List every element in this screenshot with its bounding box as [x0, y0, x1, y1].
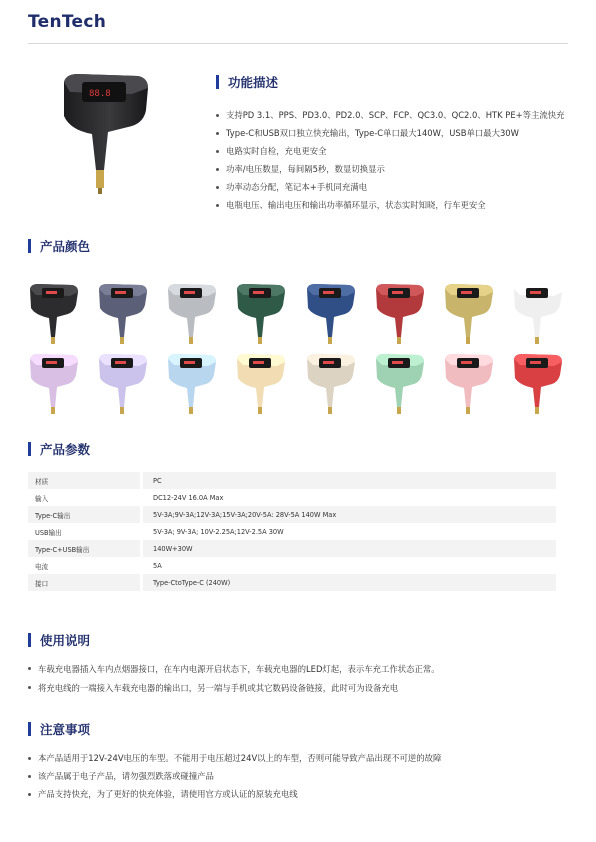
charger-thumbnail [26, 281, 82, 345]
color-row [26, 281, 566, 345]
list-item: Type-C和USB双口独立快充输出，Type-C单口最大140W，USB单口最大30W [216, 124, 565, 142]
table-row: Type-C+USB输出 140W+30W [28, 540, 556, 557]
color-variant-swatch [441, 351, 497, 415]
color-variant-swatch [164, 351, 220, 415]
heading-accent-bar [28, 239, 31, 253]
list-item: 电瓶电压、输出电压和输出功率循环显示，状态实时知晓，行车更安全 [216, 196, 565, 214]
charger-thumbnail [303, 281, 359, 345]
heading-accent-bar [28, 442, 31, 456]
notes-heading [28, 720, 90, 738]
list-item: 产品支持快充，为了更好的快充体验，请使用官方或认证的原装充电线 [28, 785, 441, 803]
hero-led-display: 88.8 [89, 89, 111, 99]
bullet-dot [216, 150, 219, 153]
usage-heading [28, 631, 90, 649]
features-title: 功能描述 [228, 75, 279, 90]
charger-thumbnail [372, 281, 428, 345]
charger-thumbnail [510, 351, 566, 415]
charger-thumbnail [164, 351, 220, 415]
charger-thumbnail [164, 281, 220, 345]
color-variant-swatch [510, 281, 566, 345]
color-variant-swatch [372, 281, 428, 345]
color-variant-swatch [26, 351, 82, 415]
spec-table [28, 472, 556, 591]
features-list [216, 106, 565, 214]
bullet-dot [28, 667, 31, 670]
bullet-dot [216, 186, 219, 189]
table-row: 输入 DC12-24V 16.0A Max [28, 489, 556, 506]
bullet-dot [28, 686, 31, 689]
list-item: 电路实时自检，充电更安全 [216, 142, 565, 160]
list-item: 将充电线的一端接入车载充电器的输出口，另一端与手机或其它数码设备链接，此时可为设备充电 [28, 678, 440, 697]
table-row: 电流 5A [28, 557, 556, 574]
charger-thumbnail [372, 351, 428, 415]
color-variant-swatch [95, 351, 151, 415]
list-item: 功率/电压数显，每间隔5秒，数显切换显示 [216, 160, 565, 178]
color-variants-grid [26, 281, 566, 421]
bullet-dot [28, 793, 31, 796]
table-row: 接口 Type-CtoType-C (240W) [28, 574, 556, 591]
heading-accent-bar [28, 722, 31, 736]
color-variant-swatch [372, 351, 428, 415]
charger-thumbnail [303, 351, 359, 415]
table-row: 材质 PC [28, 472, 556, 489]
color-row [26, 351, 566, 415]
usage-list [28, 659, 440, 697]
brand-logo: TenTech [28, 12, 107, 32]
charger-thumbnail [233, 281, 289, 345]
bullet-dot [28, 775, 31, 778]
list-item: 该产品属于电子产品，请勿强烈跌落或碰撞产品 [28, 767, 441, 785]
charger-thumbnail [95, 351, 151, 415]
header-divider [28, 43, 568, 44]
color-variant-swatch [164, 281, 220, 345]
charger-thumbnail [510, 281, 566, 345]
table-row: USB输出 5V-3A; 9V-3A; 10V-2.25A;12V-2.5A 30W [28, 523, 556, 540]
heading-accent-bar [216, 75, 219, 89]
list-item: 本产品适用于12V-24V电压的车型。不能用于电压超过24V以上的车型，否则可能导致产品出现不可逆的故障 [28, 749, 441, 767]
colors-heading [28, 237, 90, 255]
table-row: Type-C输出 5V-3A;9V-3A;12V-3A;15V-3A;20V-5A: 28V-5A 140W Max [28, 506, 556, 523]
list-item: 支持PD 3.1、PPS、PD3.0、PD2.0、SCP、FCP、QC3.0、QC2.0、HTK PE+等主流快充 [216, 106, 565, 124]
list-item: 功率动态分配，笔记本+手机同充满电 [216, 178, 565, 196]
colors-title: 产品颜色 [40, 239, 91, 254]
color-variant-swatch [303, 281, 359, 345]
charger-thumbnail [233, 351, 289, 415]
color-variant-swatch [510, 351, 566, 415]
color-variant-swatch [441, 281, 497, 345]
bullet-dot [216, 114, 219, 117]
list-item: 车载充电器插入车内点烟器接口，在车内电源开启状态下，车载充电器的LED灯起，表示车充工作状态正常。 [28, 659, 440, 678]
charger-thumbnail [441, 351, 497, 415]
notes-list [28, 749, 441, 803]
heading-accent-bar [28, 633, 31, 647]
color-variant-swatch [26, 281, 82, 345]
bullet-dot [216, 132, 219, 135]
bullet-dot [216, 204, 219, 207]
notes-title: 注意事项 [40, 722, 91, 737]
features-heading [216, 73, 278, 91]
specs-title: 产品参数 [40, 442, 91, 457]
color-variant-swatch [303, 351, 359, 415]
color-variant-swatch [233, 351, 289, 415]
bullet-dot [216, 168, 219, 171]
color-variant-swatch [233, 281, 289, 345]
color-variant-swatch [95, 281, 151, 345]
charger-thumbnail [441, 281, 497, 345]
bullet-dot [28, 757, 31, 760]
charger-thumbnail [95, 281, 151, 345]
specs-heading [28, 440, 90, 458]
charger-thumbnail [26, 351, 82, 415]
product-hero-image [52, 70, 156, 200]
usage-title: 使用说明 [40, 633, 91, 648]
